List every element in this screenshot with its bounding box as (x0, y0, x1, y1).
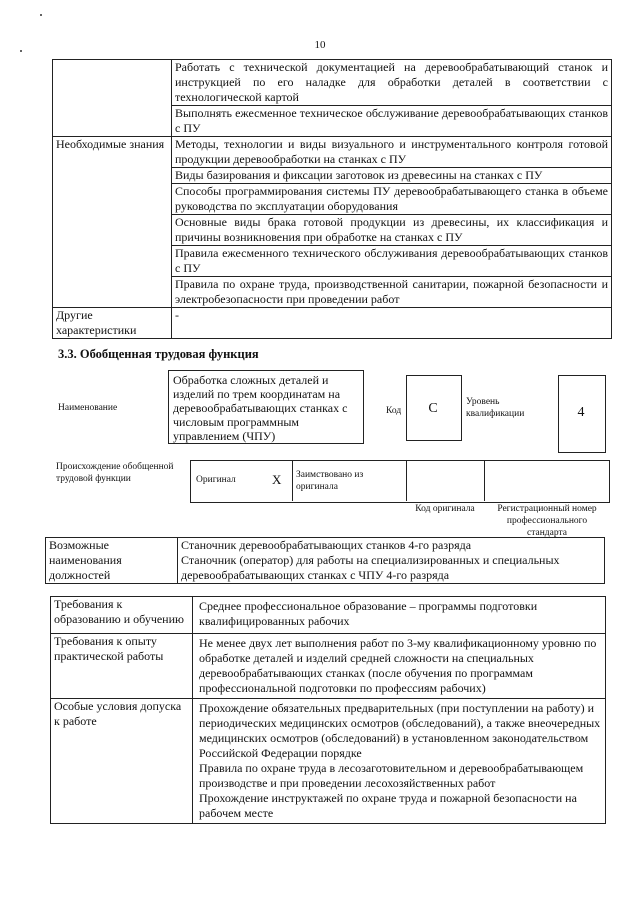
admission-line: Прохождение обязательных предварительных (при поступлении на работу) и периодических медицинских осмотров (обследований), а также внеочередных медицинских осмотров (обследований) в установленном законодательством Российской Федерации порядке (199, 701, 601, 760)
origin-label: Происхождение обобщенной трудовой функции (56, 462, 174, 484)
skills-knowledge-table (52, 59, 612, 339)
code-caption: Код оригинала (415, 504, 475, 514)
section-heading: 3.3. Обобщенная трудовая функция (58, 347, 259, 361)
list-item: Станочник (оператор) для работы на специализированных и специальных деревообрабатывающих станках с ЧПУ 4-го разряда (181, 553, 560, 582)
table-row (51, 634, 606, 699)
table-cell: - (172, 308, 612, 339)
origin-box (190, 460, 610, 503)
page-number: 10 (314, 39, 326, 51)
table-cell: Работать с технической документацией на деревообрабатывающий станок и инструкцией по его наладке для обработки деталей в соответствии с технологической картой (172, 60, 612, 106)
list-item: Станочник деревообрабатывающих станков 4-го разряда (181, 538, 472, 552)
education-value: Среднее профессиональное образование – программы подготовки квалифицированных рабочих (193, 597, 606, 634)
code-label: Код (386, 406, 402, 416)
table-cell: Методы, технологии и виды визуального и инструментального контроля готовой продукции деревообработки на станках с ПУ (172, 137, 612, 168)
admission-value (193, 699, 606, 824)
positions-list (178, 538, 605, 584)
positions-table (45, 537, 605, 584)
table-row (53, 308, 612, 339)
table-cell: Правила ежесменного технического обслуживания деревообрабатывающих станков с ПУ (172, 246, 612, 277)
level-label: Уровень квалификации (466, 397, 525, 419)
origin-divider (484, 460, 485, 501)
level-value: 4 (577, 405, 585, 420)
admission-line: Прохождение инструктажей по охране труда и пожарной безопасности на рабочем месте (199, 791, 577, 820)
table-cell: Правила по охране труда, производственной санитарии, пожарной безопасности и электробезопасности при проведении работ (172, 277, 612, 308)
knowledge-label: Необходимые знания (53, 137, 172, 308)
experience-label: Требования к опыту практической работы (51, 634, 193, 699)
function-name-box (168, 370, 364, 444)
admission-line: Правила по охране труда в лесозаготовительном и деревообрабатывающем производстве и при проведении лесохозяйственных работ (199, 761, 584, 790)
table-cell: Способы программирования системы ПУ деревообрабатывающего станка в объеме руководства по эксплуатации оборудования (172, 184, 612, 215)
admission-label: Особые условия допуска к работе (51, 699, 193, 824)
table-cell: Основные виды брака готовой продукции из древесины, их классификация и причины возникновения при обработке на станках с ПУ (172, 215, 612, 246)
positions-label: Возможные наименования должностей (46, 538, 178, 584)
borrowed-label: Заимствовано из оригинала (296, 470, 364, 492)
table-row (51, 699, 606, 824)
requirements-table (50, 596, 606, 824)
table-row (53, 60, 612, 106)
origin-divider (292, 460, 293, 501)
name-label: Наименование (58, 403, 118, 413)
other-characteristics-label: Другие характеристики (53, 308, 172, 339)
origin-divider (406, 460, 407, 501)
code-value: C (428, 401, 438, 416)
table-row (51, 597, 606, 634)
function-name-value: Обработка сложных деталей и изделий по трем координатам на деревообрабатывающих станках с числовым программным управлением (ЧПУ) (173, 373, 348, 443)
education-label: Требования к образованию и обучению (51, 597, 193, 634)
table-row (53, 137, 612, 168)
table-row (46, 538, 605, 584)
registration-caption: Регистрационный номер профессионального стандарта (497, 504, 597, 538)
experience-value: Не менее двух лет выполнения работ по 3-му квалификационному уровню по обработке деталей и изделий средней сложности на специальных деревообрабатывающих станках (после обучения по программам профессиональной подготовки по профессиям рабочих) (193, 634, 606, 699)
scan-speck (40, 14, 42, 16)
table-cell: Выполнять ежесменное техническое обслуживание деревообрабатывающих станков с ПУ (172, 106, 612, 137)
table-cell: Виды базирования и фиксации заготовок из древесины на станках с ПУ (172, 168, 612, 184)
original-label: Оригинал (196, 475, 236, 485)
original-mark: X (272, 472, 282, 487)
empty-label-cell (53, 60, 172, 137)
scan-speck (20, 50, 22, 52)
